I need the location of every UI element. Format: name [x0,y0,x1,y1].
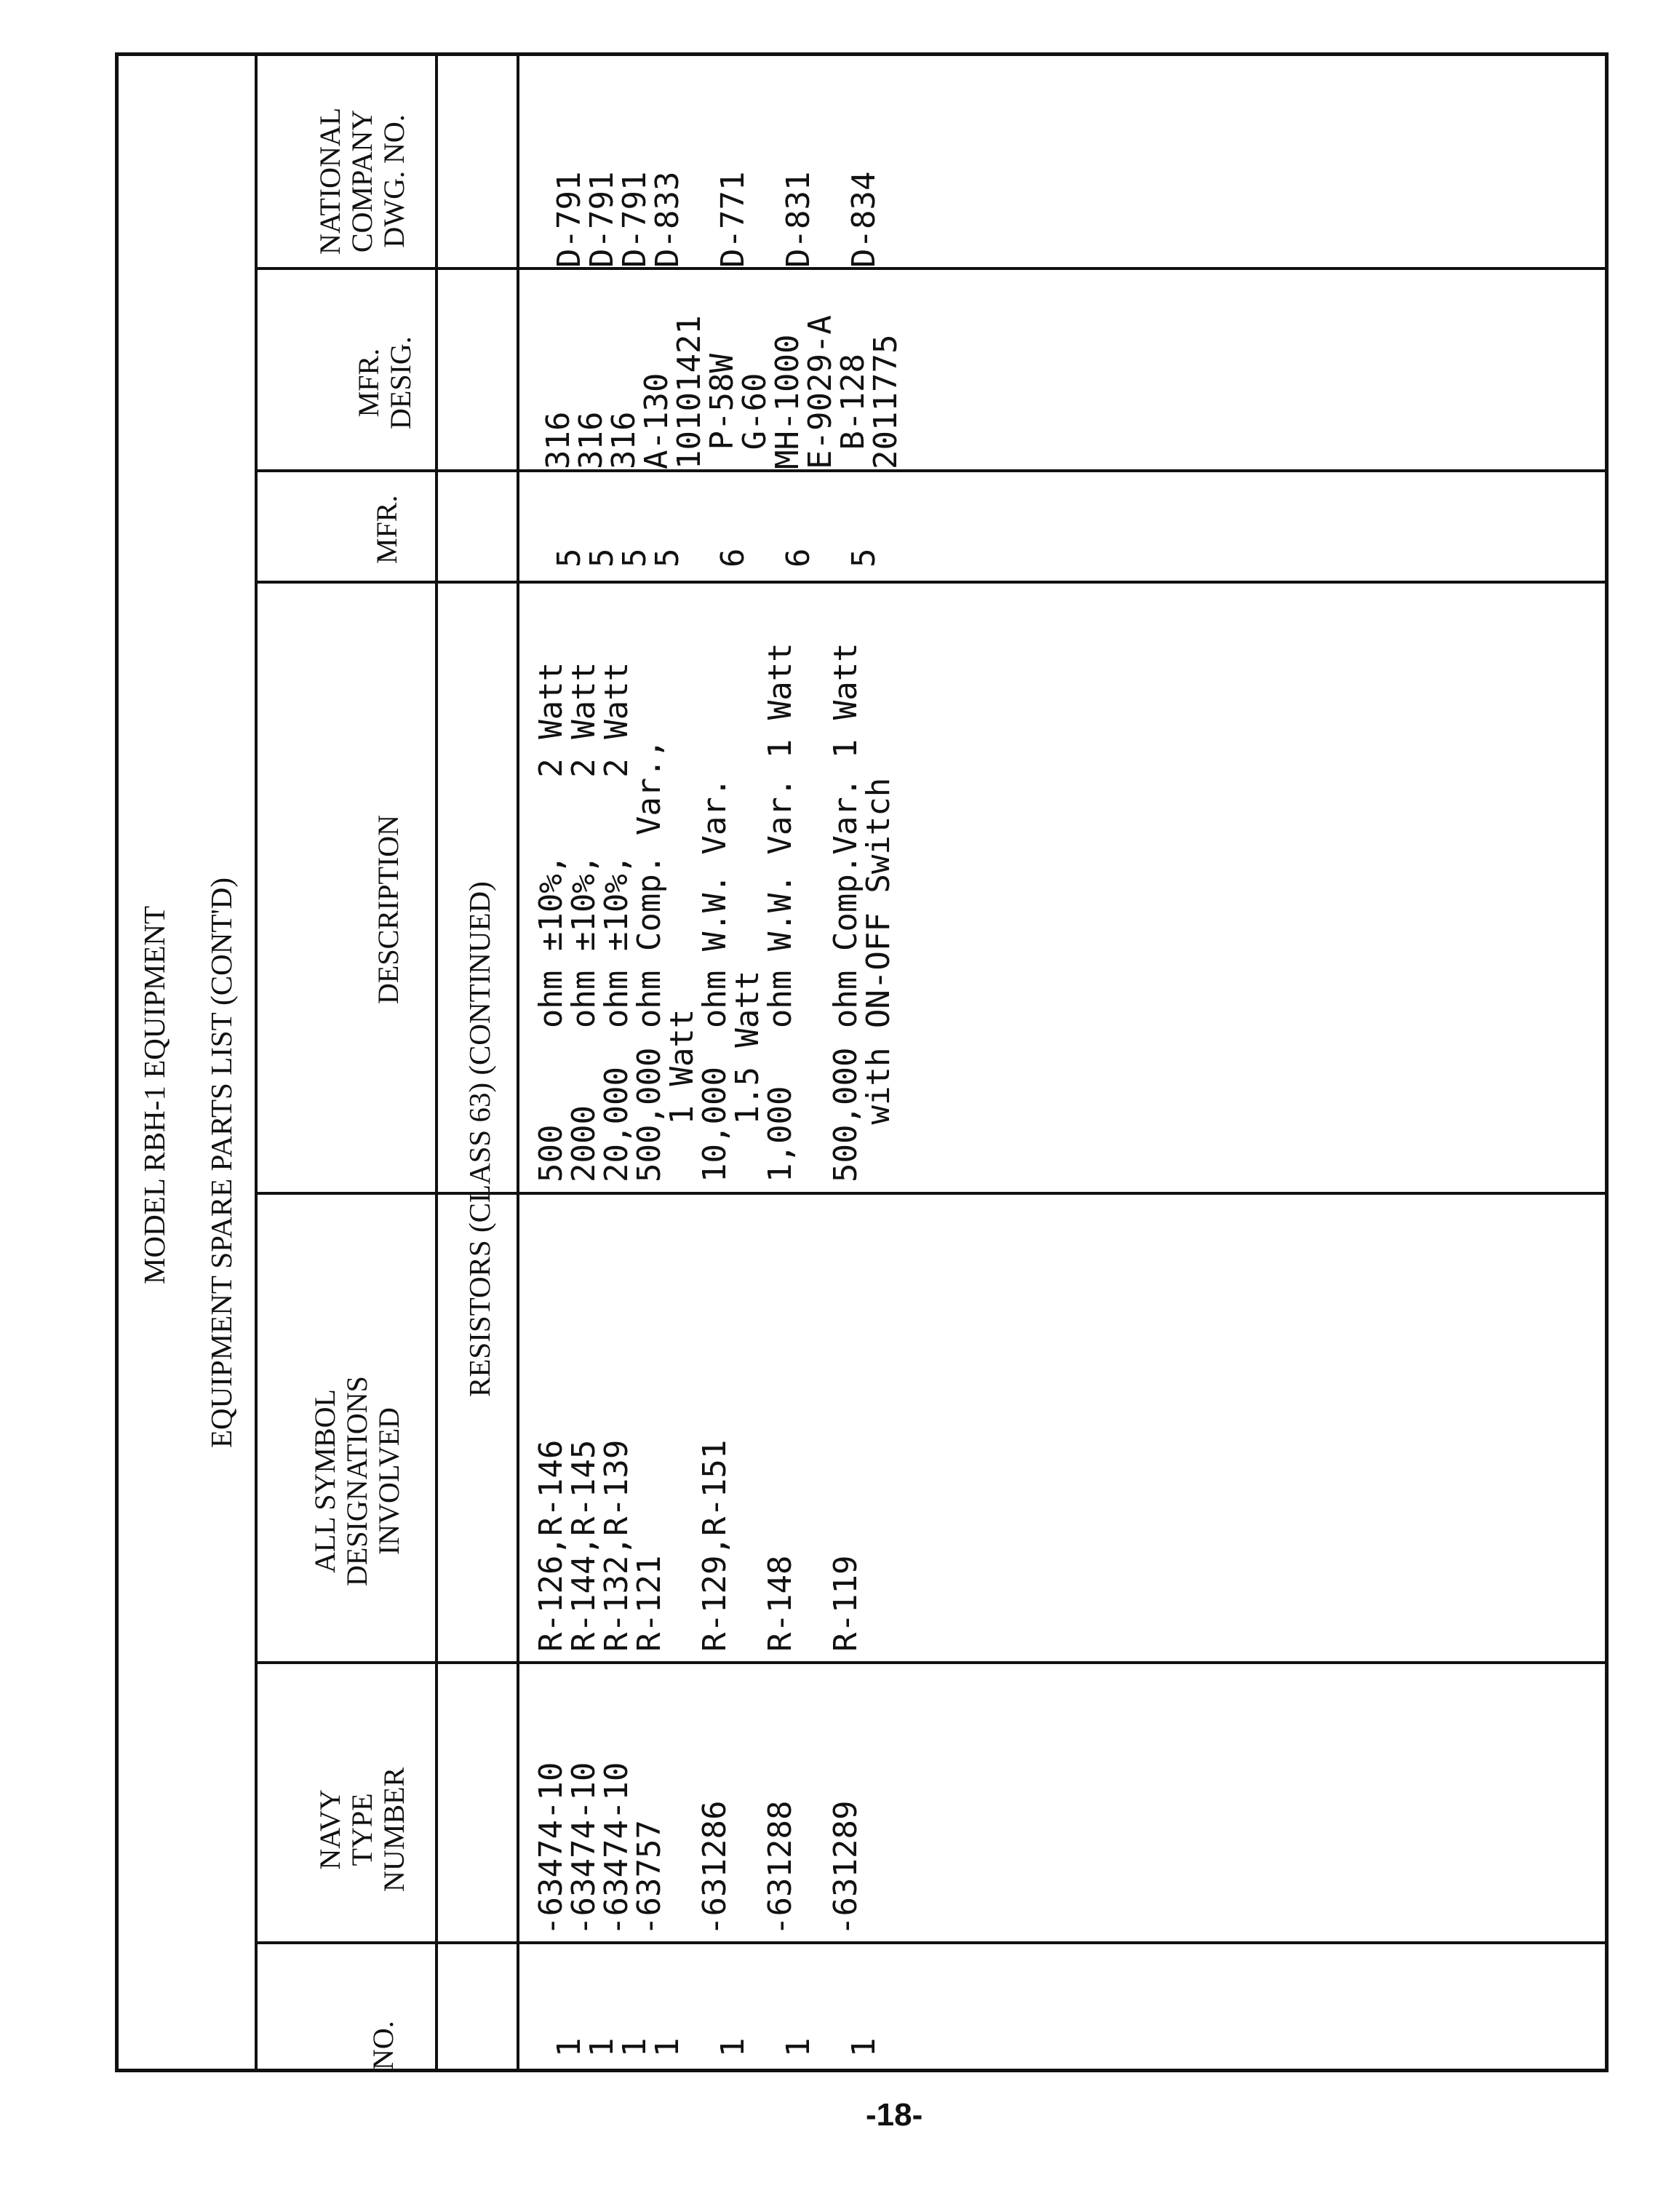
column-divider-mfr-desig [255,469,1609,472]
table-border-top [115,52,1609,56]
header-navy-type-number: NAVY TYPE NUMBER [314,1767,410,1892]
column-divider-description [255,1192,1609,1195]
header-description: DESCRIPTION [372,814,404,1004]
header-all-symbol-designations: ALL SYMBOL DESIGNATIONS INVOLVED [308,1376,405,1586]
column-divider-national [255,267,1609,270]
description-column: 500 ohm ±10%, 2 Watt 2000 ohm ±10%, 2 Watt 20,000 ohm ±10%, 2 Watt 500,000 ohm Comp. Var., 1 Watt 10,000 ohm W.W. Var. 1.5 Watt 1,000 ohm W.W. Var. 1 Watt 500,000 ohm Comp.Var. 1 Watt with ON-OFF Switch [533,642,897,1182]
header-no: NO. [367,2021,399,2070]
section-heading: RESISTORS (CLASS 63) (CONTINUED) [463,881,496,1397]
header-mfr: MFR. [370,495,403,564]
navy-type-number-column: -63474-10 -63474-10 -63474-10 -63757 -631286 -631288 -631289 [533,1762,864,1936]
title-band-divider [255,52,258,2072]
page-number: -18- [866,2097,923,2133]
header-national-company-dwg-no: NATIONAL COMPANY DWG. NO. [314,107,410,255]
quantity-column: 1 1 1 1 1 1 1 [551,2037,882,2057]
document-title: MODEL RBH-1 EQUIPMENT [137,905,171,1284]
column-divider-mfr [255,581,1609,584]
document-subtitle: EQUIPMENT SPARE PARTS LIST (CONT'D) [204,877,238,1448]
mfr-column: 5 5 5 5 6 6 5 [551,548,882,568]
table-border-bottom [115,2069,1609,2072]
section-band-divider [517,52,519,2072]
table-border-left [115,52,119,2072]
header-mfr-desig: MFR. DESIG. [352,336,417,429]
national-dwg-column: D-791 D-791 D-791 D-833 D-771 D-831 D-834 [551,171,882,268]
header-band-divider [435,52,438,2072]
symbol-designations-column: R-126,R-146 R-144,R-145 R-132,R-139 R-121 R-129,R-151 R-148 R-119 [533,1439,864,1652]
table-border-right [1605,52,1609,2072]
mfr-desig-column: 316 316 316 A-130 10101421 P-58W G-60 MH-1000 E-9029-A B-128 2011775 [540,315,904,469]
column-divider-symbols [255,1661,1609,1664]
column-divider-navy [255,1941,1609,1944]
